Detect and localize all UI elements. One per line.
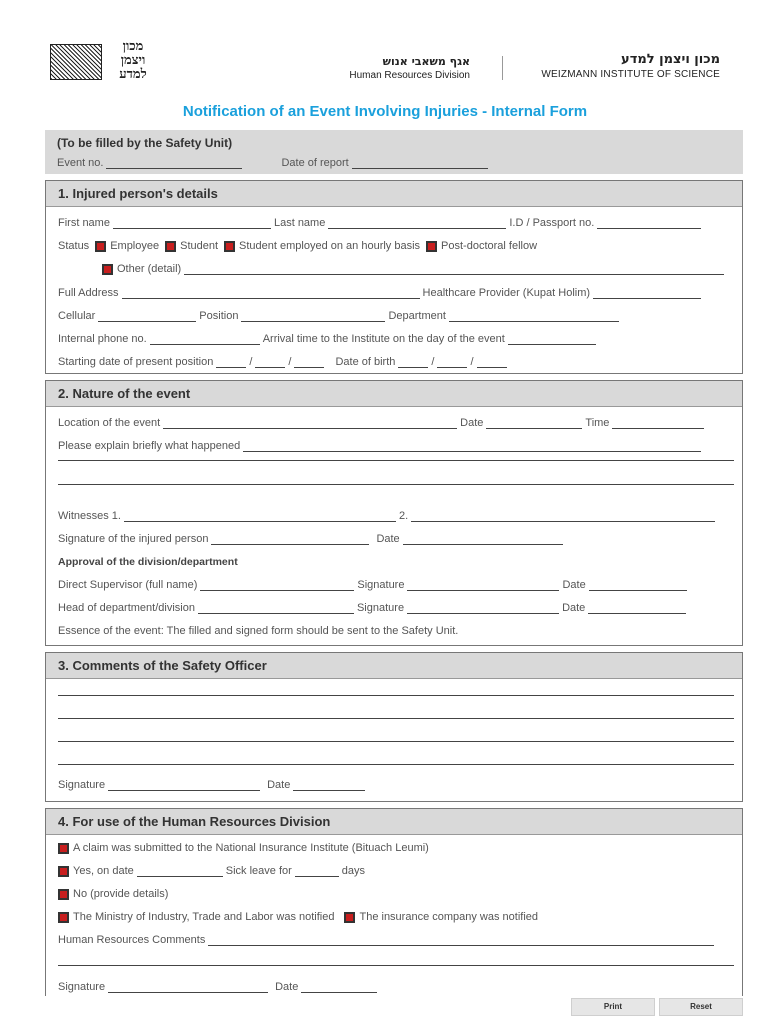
- full-address-field[interactable]: [122, 289, 420, 299]
- id-passport-label: I.D / Passport no.: [509, 217, 595, 229]
- yes-checkbox[interactable]: [58, 866, 69, 877]
- signature-injured-field[interactable]: [211, 535, 369, 545]
- claim-row: [58, 840, 435, 854]
- notified-row: [58, 909, 544, 923]
- postdoc-checkbox[interactable]: [426, 241, 437, 252]
- dob-day[interactable]: [398, 358, 428, 368]
- signature-injured-label: Signature of the injured person: [58, 533, 209, 545]
- hr-comments-field-2[interactable]: [58, 965, 734, 966]
- employee-label: Employee: [110, 240, 160, 252]
- head-date-label: Date: [562, 602, 586, 614]
- dob-month[interactable]: [437, 358, 467, 368]
- arrival-time-field[interactable]: [508, 335, 596, 345]
- form-title: Notification of an Event Involving Injuries - Internal Form: [182, 103, 588, 120]
- page-header: [0, 0, 770, 95]
- date-of-report-label: Date of report: [281, 157, 349, 169]
- hr-comments-label: Human Resources Comments: [58, 934, 206, 946]
- department-label: Department: [388, 310, 446, 322]
- injured-signature-row: [58, 531, 566, 545]
- slash: /: [288, 356, 292, 368]
- other-label: Other (detail): [117, 263, 182, 275]
- claim-checkbox[interactable]: [58, 843, 69, 854]
- safety-signature-row: [58, 777, 368, 791]
- safety-signature-label: Signature: [58, 779, 106, 791]
- comment-line-2[interactable]: [58, 718, 734, 719]
- postdoc-label: Post-doctoral fellow: [441, 240, 538, 252]
- explain-field-1[interactable]: [243, 442, 701, 452]
- days-label: days: [341, 865, 366, 877]
- institute-name-english: WEIZMANN INSTITUTE OF SCIENCE: [541, 69, 720, 80]
- event-no-label: Event no.: [57, 157, 104, 169]
- comment-line-4[interactable]: [58, 764, 734, 765]
- last-name-label: Last name: [273, 217, 326, 229]
- institute-logo-hebrew: מכון ויצמן למדע: [119, 39, 147, 82]
- explain-field-2[interactable]: [58, 460, 734, 461]
- head-signature-field[interactable]: [407, 604, 559, 614]
- starting-date-year[interactable]: [294, 358, 324, 368]
- section1-heading: 1. Injured person's details: [46, 181, 742, 207]
- student-checkbox[interactable]: [165, 241, 176, 252]
- explain-label: Please explain briefly what happened: [58, 440, 241, 452]
- date-of-birth-label: Date of birth: [335, 356, 396, 368]
- department-field[interactable]: [449, 312, 619, 322]
- status-label: Status: [58, 240, 90, 252]
- employee-checkbox[interactable]: [95, 241, 106, 252]
- dates-row: [58, 354, 510, 368]
- position-field[interactable]: [241, 312, 385, 322]
- head-signature-label: Signature: [356, 602, 405, 614]
- date-of-report-field[interactable]: [352, 159, 488, 169]
- full-address-label: Full Address: [58, 287, 119, 299]
- safety-date-label: Date: [267, 779, 291, 791]
- ministry-checkbox[interactable]: [58, 912, 69, 923]
- hr-division-hebrew: אגף משאבי אנוש: [382, 55, 470, 68]
- cellular-row: [58, 308, 622, 322]
- hr-date-label: Date: [275, 981, 299, 993]
- witnesses-row: [58, 508, 718, 522]
- approval-heading: Approval of the division/department: [58, 556, 238, 568]
- section-hr-division: [45, 808, 743, 996]
- arrival-time-label: Arrival time to the Institute on the day of the event: [262, 333, 505, 345]
- supervisor-signature-label: Signature: [357, 579, 405, 591]
- comment-line-3[interactable]: [58, 741, 734, 742]
- student-hourly-checkbox[interactable]: [224, 241, 235, 252]
- direct-supervisor-label: Direct Supervisor (full name): [58, 579, 198, 591]
- essence-note: Essence of the event: The filled and signed form should be sent to the Safety Unit.: [58, 625, 459, 637]
- slash: /: [249, 356, 253, 368]
- hr-signature-row: [58, 979, 380, 993]
- id-passport-field[interactable]: [597, 219, 701, 229]
- student-hourly-label: Student employed on an hourly basis: [239, 240, 421, 252]
- event-date-label: Date: [460, 417, 484, 429]
- last-name-field[interactable]: [328, 219, 506, 229]
- safety-date-field[interactable]: [293, 781, 365, 791]
- direct-supervisor-field[interactable]: [200, 581, 354, 591]
- section-injured-details: [45, 180, 743, 374]
- first-name-field[interactable]: [113, 219, 271, 229]
- starting-date-label: Starting date of present position: [58, 356, 214, 368]
- status-row: [58, 238, 543, 252]
- no-checkbox[interactable]: [58, 889, 69, 900]
- supervisor-date-field[interactable]: [589, 581, 687, 591]
- first-name-label: First name: [58, 217, 110, 229]
- healthcare-field[interactable]: [593, 289, 701, 299]
- claim-label: A claim was submitted to the National Insurance Institute (Bituach Leumi): [73, 842, 429, 854]
- section3-heading: 3. Comments of the Safety Officer: [46, 653, 742, 679]
- yes-date-field[interactable]: [137, 867, 223, 877]
- hr-comments-field-1[interactable]: [208, 936, 714, 946]
- hr-signature-label: Signature: [58, 981, 106, 993]
- explain-row: [58, 438, 704, 452]
- head-dept-row: [58, 600, 689, 614]
- position-label: Position: [199, 310, 239, 322]
- supervisor-date-label: Date: [562, 579, 586, 591]
- safety-signature-field[interactable]: [108, 781, 260, 791]
- safety-unit-title: (To be filled by the Safety Unit): [57, 136, 233, 150]
- section2-heading: 2. Nature of the event: [46, 381, 742, 407]
- head-dept-field[interactable]: [198, 604, 354, 614]
- location-row: [58, 415, 707, 429]
- hr-signature-field[interactable]: [108, 983, 268, 993]
- hr-comments-row: [58, 932, 717, 946]
- hr-division-english: Human Resources Division: [349, 70, 470, 81]
- hr-date-field[interactable]: [301, 983, 377, 993]
- ministry-label: The Ministry of Industry, Trade and Labor was notified: [73, 911, 335, 923]
- insurance-label: The insurance company was notified: [359, 911, 539, 923]
- section-nature-of-event: [45, 380, 743, 646]
- location-label: Location of the event: [58, 417, 161, 429]
- section-safety-officer: [45, 652, 743, 802]
- no-row: [58, 886, 174, 900]
- internal-phone-label: Internal phone no.: [58, 333, 147, 345]
- witnesses-label: Witnesses 1.: [58, 510, 121, 522]
- yes-on-date-label: Yes, on date: [73, 865, 134, 877]
- header-divider: [502, 56, 503, 80]
- comment-line-1[interactable]: [58, 695, 734, 696]
- injured-date-field[interactable]: [403, 535, 563, 545]
- event-time-label: Time: [585, 417, 610, 429]
- institute-name-hebrew: מכון ויצמן למדע: [621, 52, 720, 67]
- section4-heading: 4. For use of the Human Resources Division: [46, 809, 742, 835]
- hr-division-block: [320, 55, 470, 81]
- event-no-field[interactable]: [106, 159, 242, 169]
- institute-logo-pattern: [50, 44, 102, 80]
- location-field[interactable]: [163, 419, 457, 429]
- witness2-field[interactable]: [411, 512, 715, 522]
- sick-leave-label: Sick leave for: [225, 865, 292, 877]
- explain-field-3[interactable]: [58, 484, 734, 485]
- event-date-field[interactable]: [486, 419, 582, 429]
- student-label: Student: [180, 240, 219, 252]
- print-button[interactable]: Print: [571, 998, 655, 1016]
- supervisor-row: [58, 577, 690, 591]
- event-time-field[interactable]: [612, 419, 704, 429]
- witness1-field[interactable]: [124, 512, 396, 522]
- phone-row: [58, 331, 599, 345]
- starting-date-month[interactable]: [255, 358, 285, 368]
- institute-name-block: [520, 52, 720, 80]
- slash: /: [431, 356, 435, 368]
- reset-button[interactable]: Reset: [659, 998, 743, 1016]
- address-row: [58, 285, 704, 299]
- supervisor-signature-field[interactable]: [407, 581, 559, 591]
- head-date-field[interactable]: [588, 604, 686, 614]
- internal-phone-field[interactable]: [150, 335, 260, 345]
- witness2-label: 2.: [398, 510, 409, 522]
- dob-year[interactable]: [477, 358, 507, 368]
- safety-unit-box: [45, 130, 743, 174]
- healthcare-label: Healthcare Provider (Kupat Holim): [422, 287, 591, 299]
- cellular-label: Cellular: [58, 310, 96, 322]
- yes-row: [58, 863, 365, 877]
- slash: /: [470, 356, 474, 368]
- sick-leave-days-field[interactable]: [295, 867, 339, 877]
- no-details-label: No (provide details): [73, 888, 169, 900]
- insurance-checkbox[interactable]: [344, 912, 355, 923]
- cellular-field[interactable]: [98, 312, 196, 322]
- injured-date-label: Date: [376, 533, 400, 545]
- other-detail-field[interactable]: [184, 265, 724, 275]
- starting-date-day[interactable]: [216, 358, 246, 368]
- safety-unit-row: [57, 157, 491, 169]
- head-dept-label: Head of department/division: [58, 602, 195, 614]
- other-row: [102, 261, 727, 275]
- name-row: [58, 215, 704, 229]
- other-checkbox[interactable]: [102, 264, 113, 275]
